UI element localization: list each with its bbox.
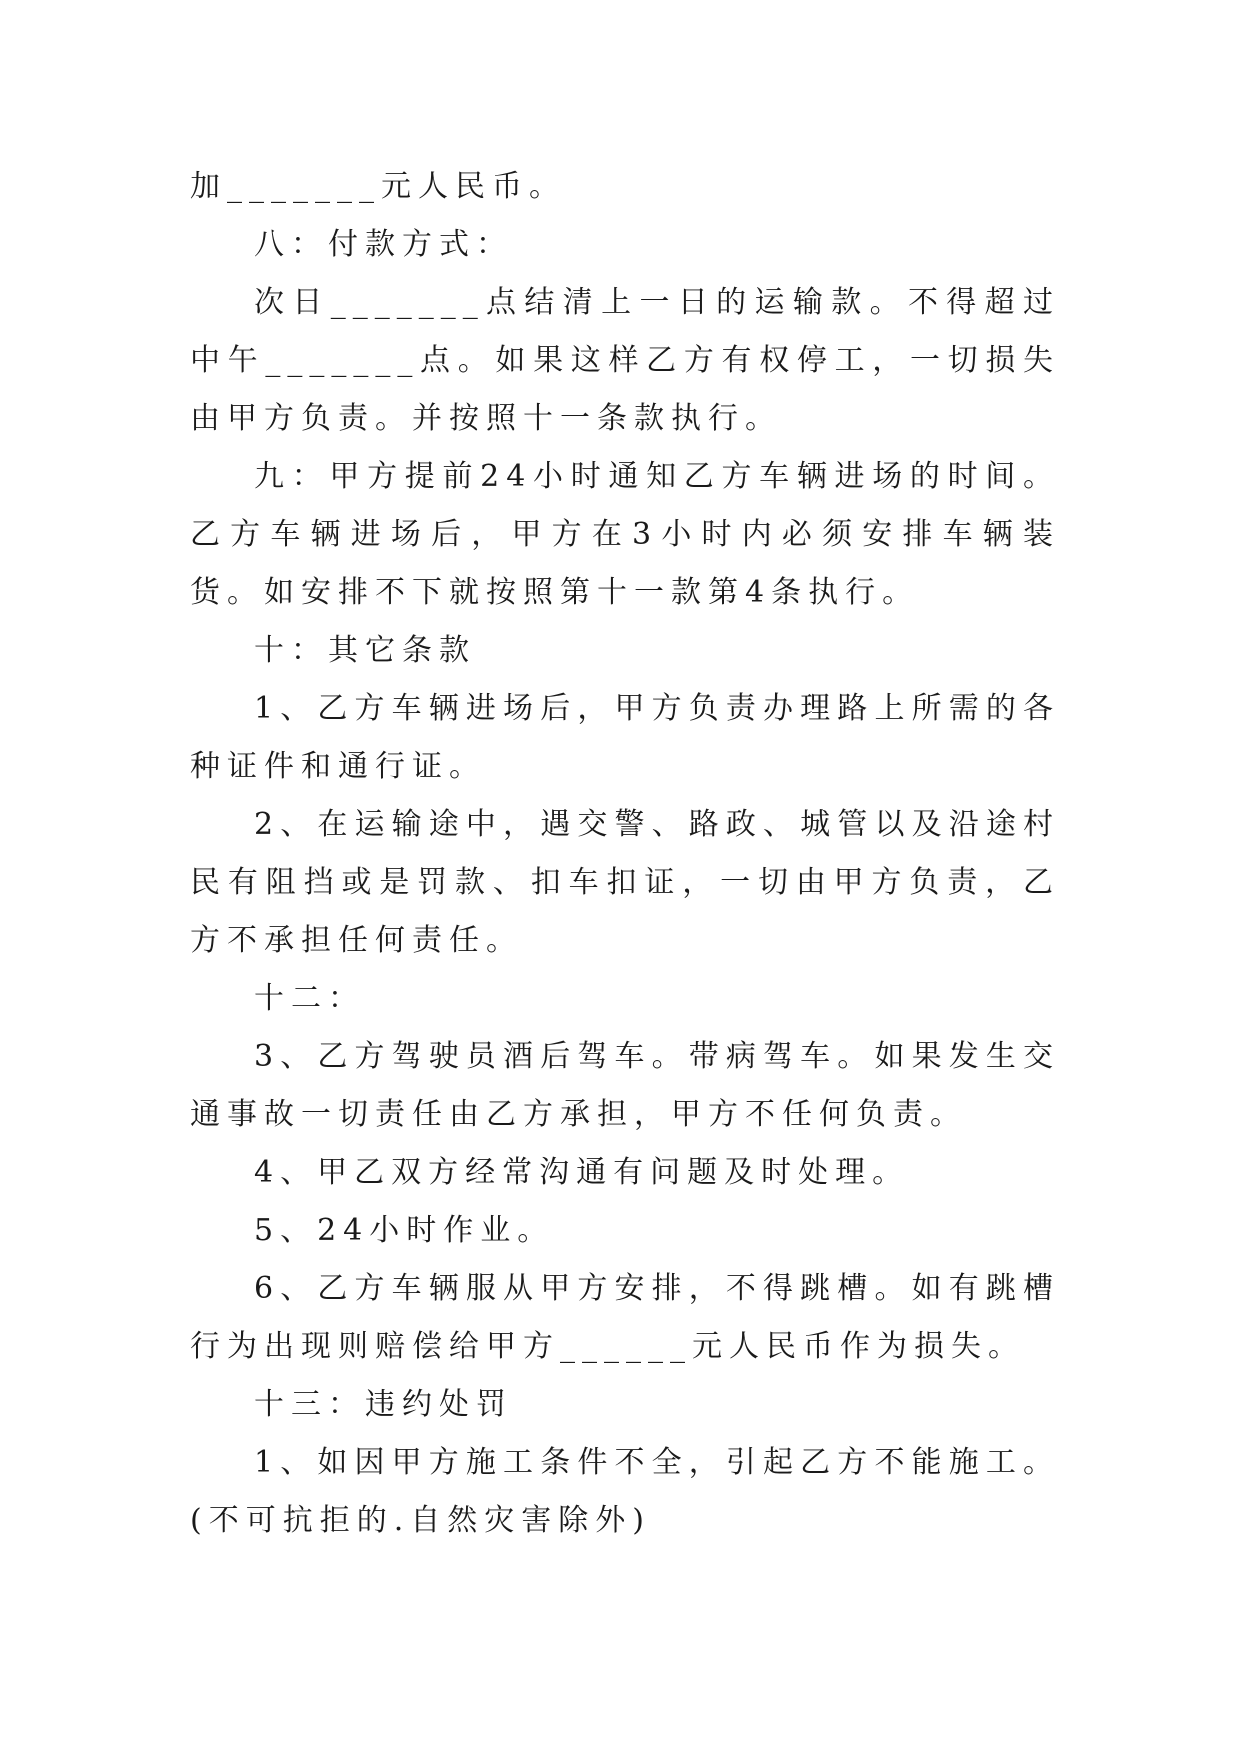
paragraph-term-6: 6、乙方车辆服从甲方安排，不得跳槽。如有跳槽行为出现则赔偿给甲方______元人民币作为损失。: [190, 1271, 1060, 1364]
paragraph-term-5: 5、24小时作业。: [254, 1213, 555, 1248]
paragraph-payment-terms: 次日_______点结清上一日的运输款。不得超过中午_______点。如果这样乙方有权停工，一切损失由甲方负责。并按照十一条款执行。: [190, 285, 1060, 436]
paragraph-amount-continuation: 加_______元人民币。: [190, 169, 566, 204]
paragraph-term-1: 1、乙方车辆进场后，甲方负责办理路上所需的各种证件和通行证。: [190, 691, 1060, 784]
paragraph-payment-heading: 八：付款方式：: [254, 227, 513, 262]
paragraph-term-4: 4、甲乙双方经常沟通有问题及时处理。: [254, 1155, 910, 1190]
paragraph-other-terms-heading: 十：其它条款: [254, 633, 476, 668]
document-body: [190, 158, 1060, 1550]
paragraph-penalty-1: 1、如因甲方施工条件不全，引起乙方不能施工。(不可抗拒的.自然灾害除外): [190, 1445, 1060, 1538]
paragraph-clause-twelve-heading: 十二：: [254, 981, 365, 1016]
paragraph-clause-nine: 九：甲方提前24小时通知乙方车辆进场的时间。乙方车辆进场后，甲方在3小时内必须安排车辆装货。如安排不下就按照第十一款第4条执行。: [190, 459, 1060, 610]
paragraph-term-2: 2、在运输途中，遇交警、路政、城管以及沿途村民有阻挡或是罚款、扣车扣证，一切由甲方负责，乙方不承担任何责任。: [190, 807, 1060, 958]
paragraph-penalty-heading: 十三：违约处罚: [254, 1387, 513, 1422]
paragraph-term-3: 3、乙方驾驶员酒后驾车。带病驾车。如果发生交通事故一切责任由乙方承担，甲方不任何负责。: [190, 1039, 1060, 1132]
